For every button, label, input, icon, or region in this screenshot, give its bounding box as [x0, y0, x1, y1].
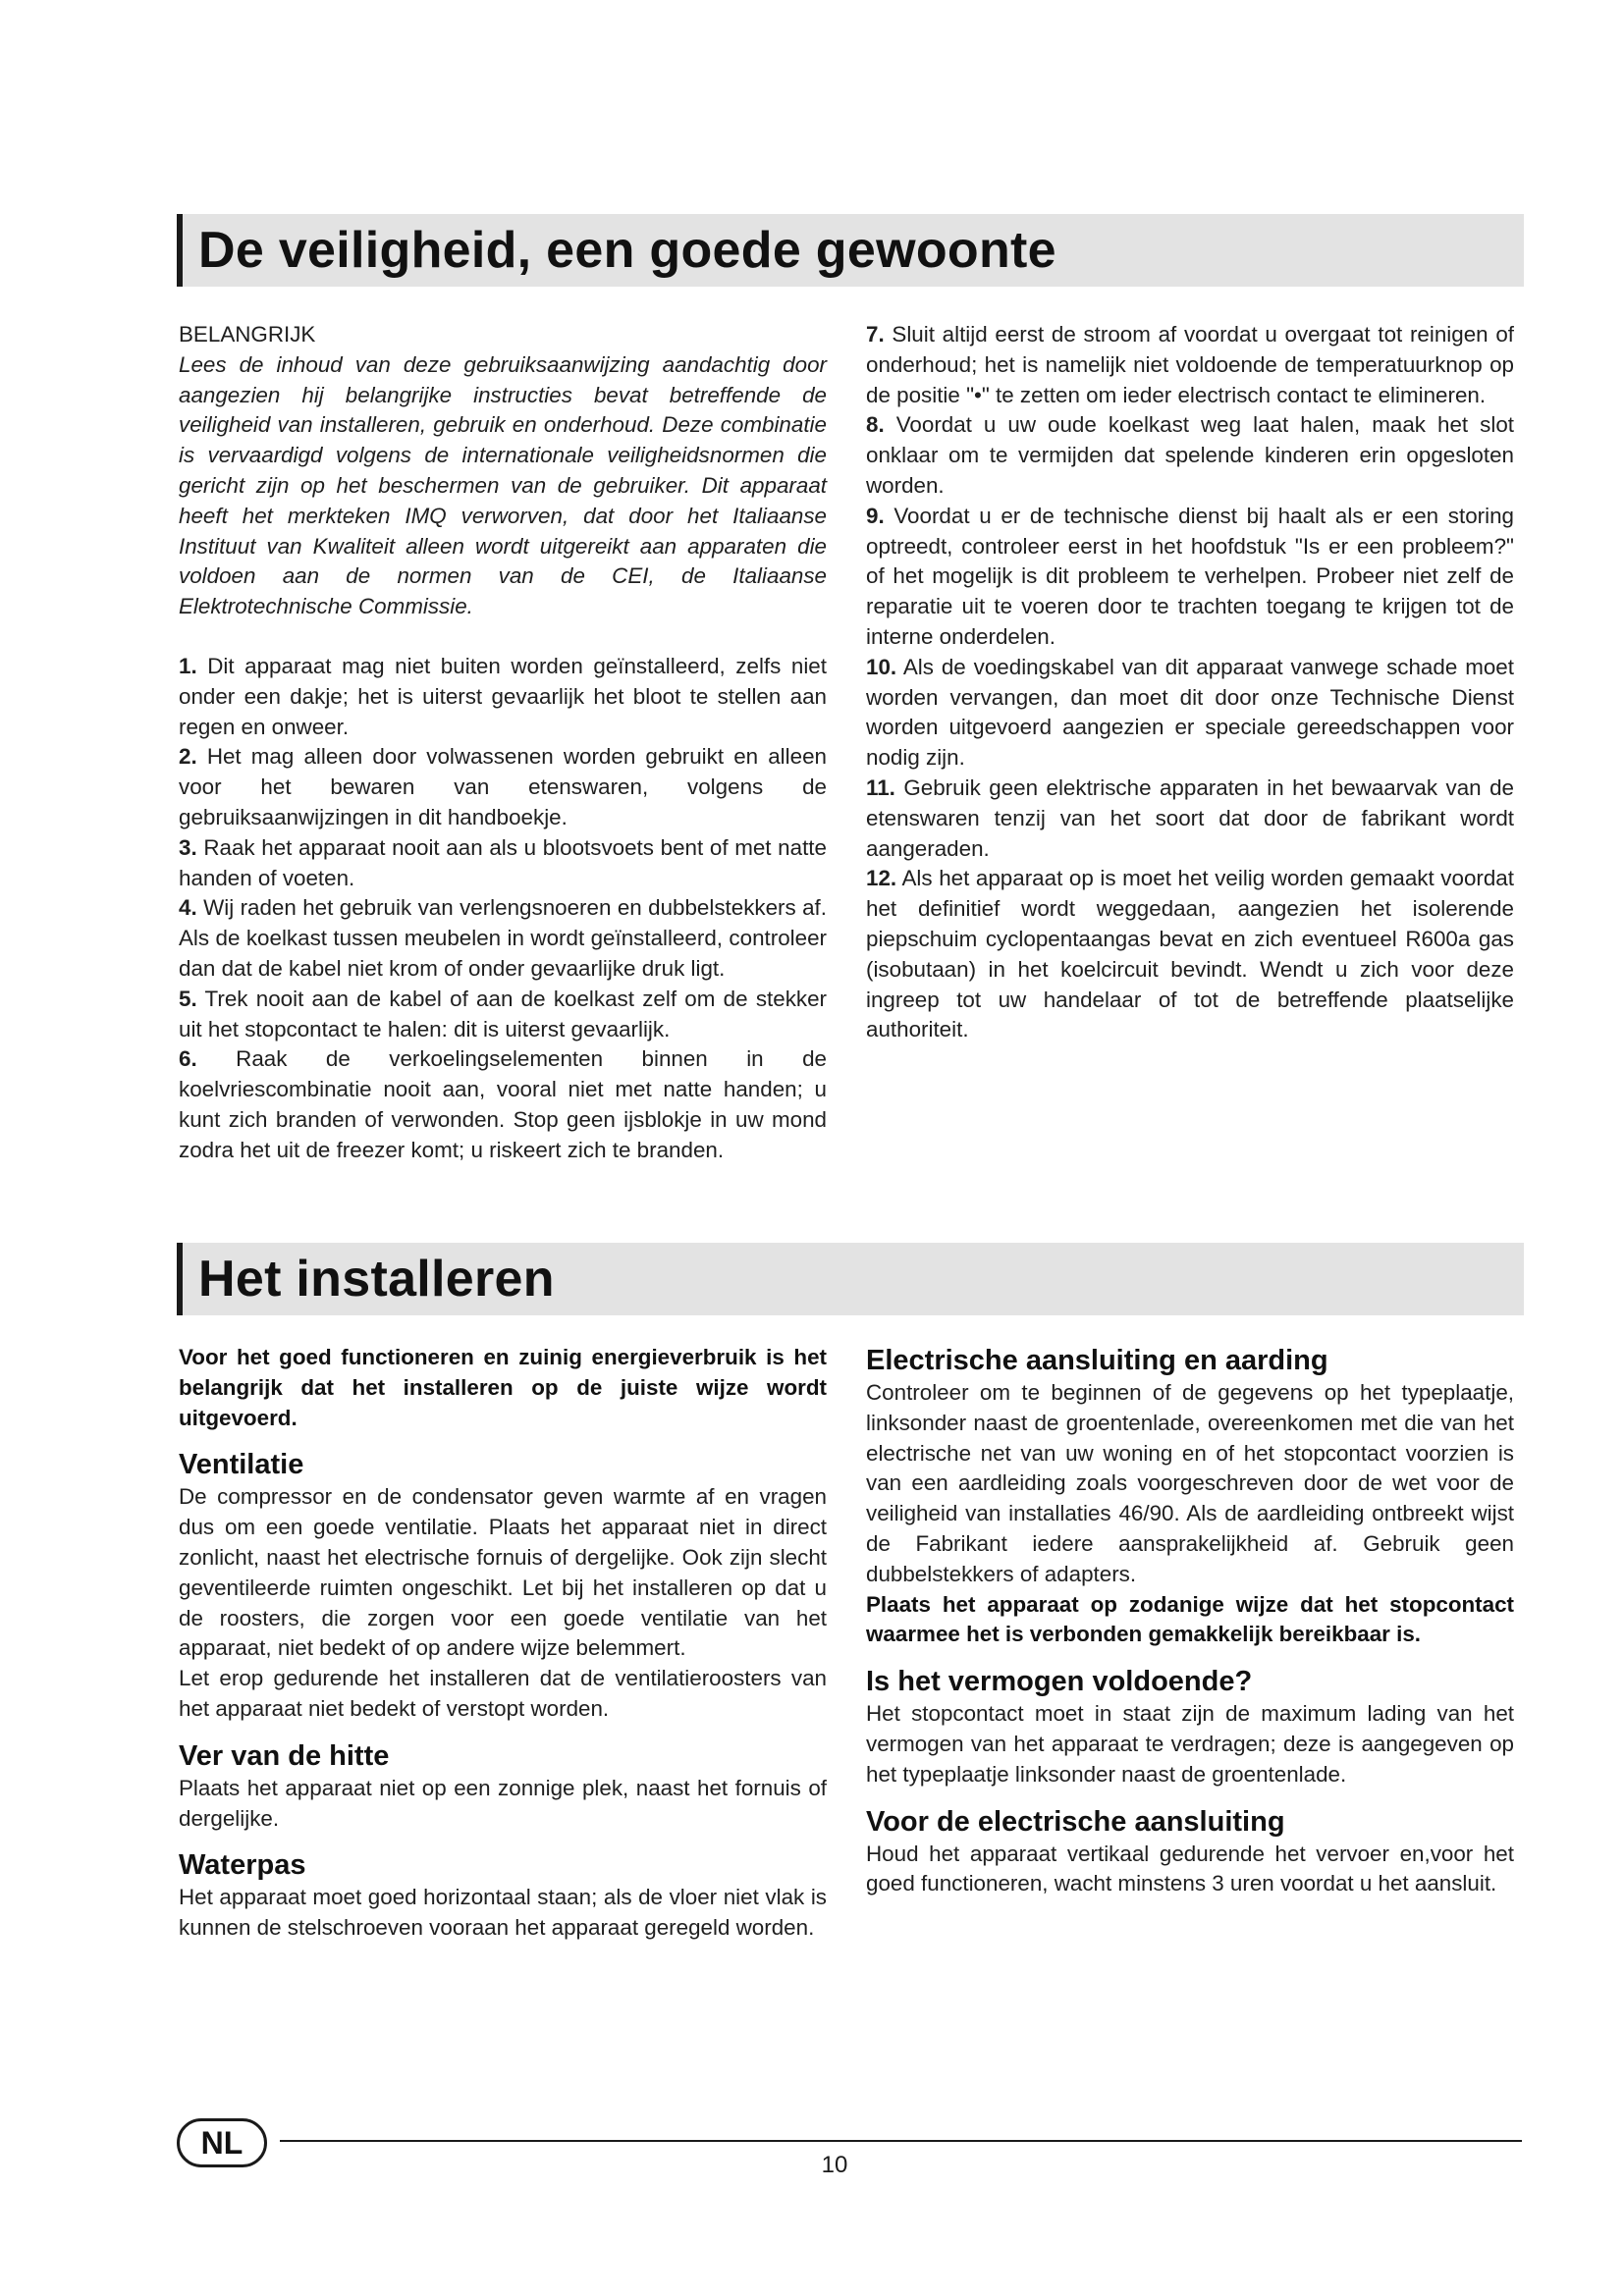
safety-item-9: 9. Voordat u er de technische dienst bij haalt als er een storing optreedt, controleer eerst in het hoofdstuk "Is er een probleem?" of het mogelijk is dit probleem te verhelpen. Probeer niet zelf de reparatie uit te voeren door te trachten toegang te krijgen tot de interne onderdelen. [866, 503, 1514, 649]
important-label: BELANGRIJK [179, 322, 316, 347]
ventilation-text-2: Let erop gedurende het installeren dat de ventilatieroosters van het apparaat niet bedekt of verstopt worden. [179, 1666, 827, 1721]
section-header-installation [177, 1243, 1524, 1315]
footer-rule [280, 2140, 1522, 2142]
page-number: 10 [821, 2152, 848, 2178]
safety-item-3: 3. Raak het apparaat nooit aan als u blootsvoets bent of met natte handen of voeten. [179, 834, 827, 890]
installation-column-right [866, 1343, 1514, 1899]
section-title-installation: Het installeren [198, 1251, 555, 1308]
safety-item-6: 6. Raak de verkoelingselementen binnen in de koelvriescombinatie nooit aan, vooral niet met natte handen; u kunt zich branden of verwonden. Stop geen ijsblokje in uw mond zodra het uit de freezer komt; u riskeert zich te branden. [179, 1046, 827, 1162]
language-badge: NL [177, 2118, 267, 2167]
level-heading: Waterpas [179, 1849, 306, 1882]
electrical-heading: Electrische aansluiting en aarding [866, 1345, 1328, 1376]
safety-item-4: 4. Wij raden het gebruik van verlengsnoeren en dubbelstekkers af. Als de koelkast tussen meubelen in wordt geïnstalleerd, controleer dan dat de kabel niet krom of onder gevaarlijke druk ligt. [179, 895, 827, 981]
before-connect-text: Houd het apparaat vertikaal gedurende het vervoer en,voor het goed functioneren, wacht minstens 3 uren voordat u het aansluit. [866, 1841, 1514, 1896]
safety-item-2: 2. Het mag alleen door volwassenen worden gebruikt en alleen voor het bewaren van etenswaren, volgens de gebruiksaanwijzingen in dit handboekje. [179, 744, 827, 829]
power-heading: Is het vermogen voldoende? [866, 1666, 1253, 1698]
safety-item-10: 10. Als de voedingskabel van dit apparaat vanwege schade moet worden vervangen, dan moet dit door onze Technische Dienst worden uitgevoerd aangezien er speciale gereedschappen voor nodig zijn. [866, 654, 1514, 771]
ventilation-heading: Ventilatie [179, 1449, 304, 1481]
safety-intro: Lees de inhoud van deze gebruiksaanwijzing aandachtig door aangezien hij belangrijke instructies bevat betreffende de veiligheid van installeren, gebruik en onderhoud. Deze combinatie is vervaardigd volgens de internationale veiligheidsnormen die gericht zijn op het beschermen van de gebruiker. Dit apparaat heeft het merkteken IMQ verworven, dat door het Italiaanse Instituut van Kwaliteit alleen wordt uitgereikt aan apparaten die voldoen aan de normen van de CEI, de Italiaanse Elektrotechnische Commissie. [179, 351, 827, 619]
before-connect-heading: Voor de electrische aansluiting [866, 1805, 1285, 1838]
section-header-safety [177, 214, 1524, 287]
safety-item-7: 7. Sluit altijd eerst de stroom af voordat u overgaat tot reinigen of onderhoud; het is namelijk niet voldoende de temperatuurknop op de positie "•" te zetten om ieder electrisch contact te elimineren. [866, 322, 1514, 407]
heat-heading: Ver van de hitte [179, 1739, 390, 1772]
installation-intro: Voor het goed functioneren en zuinig energieverbruik is het belangrijk dat het installeren op de juiste wijze wordt uitgevoerd. [179, 1345, 827, 1430]
safety-item-12: 12. Als het apparaat op is moet het veilig worden gemaakt voordat het definitief wordt weggedaan, aangezien het isolerende piepschuim cyclopentaangas bevat en zich eventueel R600a gas (isobutaan) in het koelcircuit bevindt. Wendt u zich voor deze ingreep tot uw handelaar of tot de betreffende plaatselijke authoriteit. [866, 866, 1514, 1042]
electrical-text: Controleer om te beginnen of de gegevens op het typeplaatje, linksonder naast de groentenlade, overeenkomen met die van het electrische net van uw woning en of het stopcontact voorzien is van een aardleiding zoals voorgeschreven door de wet voor de veiligheid van installaties 46/90. Als de aardleiding ontbreekt wijst de Fabrikant iedere aansprakelijkheid af. Gebruik geen dubbelstekkers of adapters. [866, 1380, 1514, 1586]
safety-item-11: 11. Gebruik geen elektrische apparaten in het bewaarvak van de etenswaren tenzij van het soort dat door de fabrikant wordt aangeraden. [866, 774, 1514, 861]
power-text: Het stopcontact moet in staat zijn de maximum lading van het vermogen van het apparaat te verdragen; deze is aangegeven op het typeplaatje linksonder naast de groentenlade. [866, 1701, 1514, 1787]
safety-item-5: 5. Trek nooit aan de kabel of aan de koelkast zelf om de stekker uit het stopcontact te halen: dit is uiterst gevaarlijk. [179, 986, 827, 1041]
ventilation-text-1: De compressor en de condensator geven warmte af en vragen dus om een goede ventilatie. Plaats het apparaat niet in direct zonlicht, naast het electrische fornuis of dergelijke. Ook zijn slecht geventileerde ruimten ongeschikt. Let bij het installeren op dat u de roosters, die zorgen voor een goede ventilatie van het apparaat, niet bedekt of op andere wijze belemmert. [179, 1484, 827, 1661]
safety-column-left [179, 320, 827, 1166]
safety-column-right [866, 320, 1514, 1045]
section-title-safety: De veiligheid, een goede gewoonte [198, 222, 1056, 279]
installation-column-left [179, 1343, 827, 1944]
level-text: Het apparaat moet goed horizontaal staan; als de vloer niet vlak is kunnen de stelschroeven vooraan het apparaat geregeld worden. [179, 1885, 827, 1941]
safety-item-8: 8. Voordat u uw oude koelkast weg laat halen, maak het slot onklaar om te vermijden dat spelende kinderen erin opgesloten worden. [866, 412, 1514, 498]
heat-text: Plaats het apparaat niet op een zonnige plek, naast het fornuis of dergelijke. [179, 1775, 827, 1831]
electrical-bold-note: Plaats het apparaat op zodanige wijze dat het stopcontact waarmee het is verbonden gemakkelijk bereikbaar is. [866, 1591, 1514, 1647]
safety-item-1: 1. Dit apparaat mag niet buiten worden geïnstalleerd, zelfs niet onder een dakje; het is uiterst gevaarlijk het bloot te stellen aan regen en onweer. [179, 653, 827, 739]
